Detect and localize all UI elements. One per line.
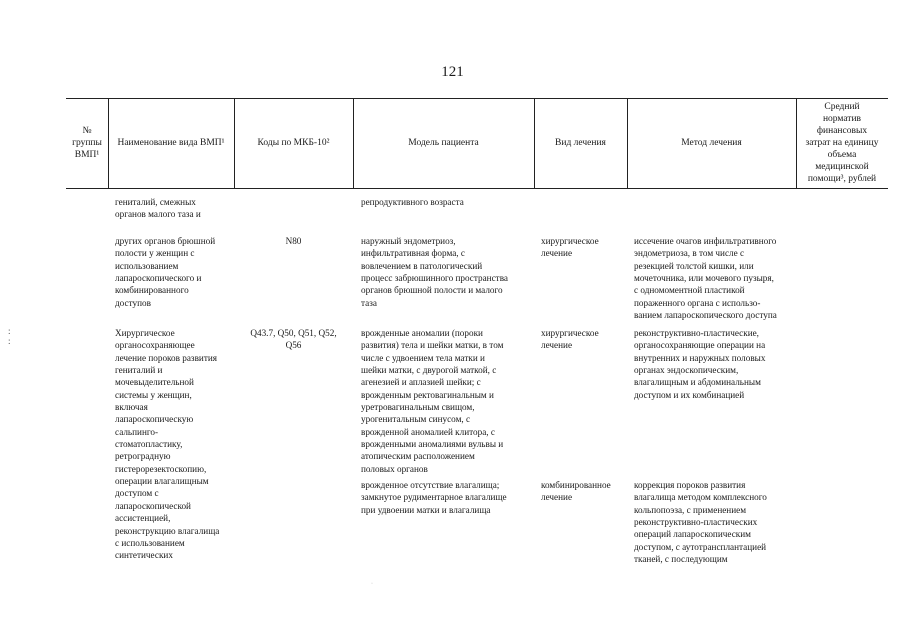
header-method: Метод лечения	[681, 138, 742, 148]
row-codes-cell: N80	[285, 236, 302, 246]
margin-mark: : :	[8, 326, 11, 346]
header-model: Модель пациента	[408, 138, 479, 148]
row-codes-cell: Q43.7, Q50, Q51, Q52, Q56	[250, 328, 337, 351]
row-method-cell: коррекция пороков развития влагалища методом комплексного кольпопоэза, с применением реконструктивно-пластических операций лапароскопическим доступом, с аутотрансплантацией тканей, с последующим	[634, 480, 767, 565]
row-name-cell: Хирургическое органосохраняющее лечение пороков развития гениталий и мочевыделительной системы у женщин, включая лапароскопическую сальпинго- стоматопластику, ретроградную гистерорезектоскопию, операции влагалищным доступом с лапароскопической ассистенцией, реконструкцию влагалища с использованием синтетических	[115, 328, 220, 561]
header-name: Наименование вида ВМП¹	[117, 138, 225, 148]
row-name-cell: других органов брюшной полости у женщин с использованием лапароскопического и комбинированного доступов	[115, 236, 216, 308]
page-number: 121	[441, 64, 464, 80]
header-cost: Средний норматив финансовых затрат на единицу объема медицинской помощи³, рублей	[805, 102, 879, 184]
row-type-cell: комбинированное лечение	[541, 480, 611, 503]
header-type: Вид лечения	[555, 138, 606, 148]
scan-speck: ·	[371, 581, 373, 587]
row-method-cell: иссечение очагов инфильтративного эндометриоза, в том числе с резекцией толстой кишки, или мочеточника, или мочевого пузыря, с одномоментной пластикой пораженного органа с использо- ванием лапароскопического доступа	[634, 236, 777, 321]
table-header-bottom-rule	[66, 188, 888, 189]
row-model-cell: наружный эндометриоз, инфильтративная форма, с вовлечением в патологический процесс забрюшинного пространства органов брюшной полости и малого таза	[361, 236, 508, 308]
row-type-cell: хирургическое лечение	[541, 328, 599, 351]
row-name-cell: гениталий, смежных органов малого таза и	[115, 197, 201, 220]
row-model-cell: врожденное отсутствие влагалища; замкнутое рудиментарное влагалище при удвоении матки и влагалища	[361, 480, 507, 515]
row-model-cell: врожденные аномалии (пороки развития) тела и шейки матки, в том числе с удвоением тела матки и шейки матки, с двурогой маткой, с агенезией и аплазией шейки; с врожденным ректовагинальным и уретровагинальным свищом, урогенитальным синусом, с врожденной аномалией клитора, с врожденными аномалиями вульвы и атопическим расположением половых органов	[361, 328, 504, 474]
header-codes: Коды по МКБ-10²	[257, 138, 330, 148]
row-type-cell: хирургическое лечение	[541, 236, 599, 259]
row-method-cell: реконструктивно-пластические, органосохраняющие операции на внутренних и наружных половых органах эндоскопическим, влагалищным и абдоминальным доступом и их комбинацией	[634, 328, 766, 400]
header-group: № группы ВМП¹	[72, 126, 102, 160]
row-model-cell: репродуктивного возраста	[361, 197, 464, 207]
